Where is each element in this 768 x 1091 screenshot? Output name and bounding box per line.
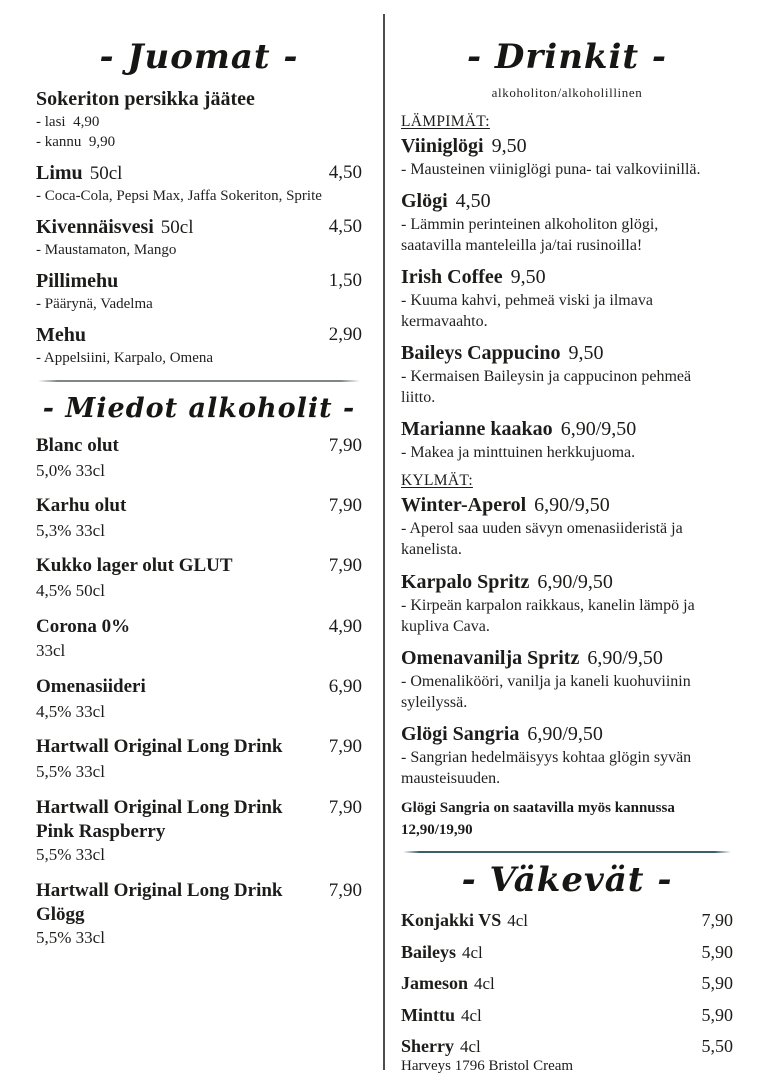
section-title-miedot-alkoholit: - Miedot alkoholit - (42, 393, 356, 425)
menu-item-viiniglogi (401, 134, 733, 180)
item-option: - lasi 4,90 (36, 113, 100, 130)
item-description: - Lämmin perinteinen alkoholiton glögi, (401, 215, 659, 233)
menu-item-kukko-lager (36, 554, 362, 603)
item-price: 1,50 (328, 269, 362, 291)
item-price: 6,90 (328, 676, 362, 698)
item-price: 5,50 (701, 1035, 733, 1056)
item-option: - Coca-Cola, Pepsi Max, Jaffa Sokeriton, Sprite (36, 187, 322, 204)
item-name: Irish Coffee 9,50 (401, 265, 546, 288)
item-price: 4,50 (455, 189, 491, 212)
item-description: syleilyssä. (401, 693, 468, 711)
item-name: Pillimehu (36, 269, 119, 292)
menu-item-mehu (36, 323, 362, 368)
item-price: 7,90 (328, 495, 362, 517)
item-price: 6,90/9,50 (587, 646, 663, 669)
menu-item-omenasiideri (36, 675, 362, 724)
menu-item-sokeriton-persikka-jaatee (36, 87, 362, 152)
item-option: - kannu 9,90 (36, 133, 116, 150)
item-name: Baileys Cappucino 9,50 (401, 342, 604, 365)
item-price: 2,90 (328, 323, 362, 345)
separator (38, 380, 360, 382)
item-name: Glögi 4,50 (401, 189, 491, 212)
item-price: 7,90 (701, 910, 733, 931)
item-size-abv: 4,5% 33cl (36, 701, 105, 721)
item-detail: Harveys 1796 Bristol Cream (401, 1058, 574, 1075)
item-name: Viiniglögi 9,50 (401, 134, 527, 157)
menu-item-limu (36, 161, 362, 206)
item-name: Konjakki VS 4cl (401, 910, 528, 931)
item-name: Kukko lager olut GLUT (36, 555, 233, 577)
menu-item-karpalo-spritz (401, 570, 733, 637)
menu-item-hartwall-original (36, 735, 362, 784)
menu-item-blanc-olut (36, 434, 362, 483)
left-column (36, 36, 362, 962)
separator (403, 851, 731, 853)
item-description: kupliva Cava. (401, 617, 490, 635)
item-description: kanelista. (401, 541, 462, 559)
section-title-vakevat: - Väkevät - (461, 859, 673, 900)
item-price: 5,90 (701, 973, 733, 994)
item-description: - Kirpeän karpalon raikkaus, kanelin lämpö ja (401, 596, 695, 614)
item-name: Baileys 4cl (401, 941, 483, 962)
item-size-abv: 5,5% 33cl (36, 845, 105, 865)
item-name: Karpalo Spritz 6,90/9,50 (401, 570, 613, 593)
item-description: - Sangrian hedelmäisyys kohtaa glögin syvän (401, 749, 692, 767)
menu-item-glogi-sangria (401, 722, 733, 789)
group-label-lampimat: LÄMPIMÄT: (401, 112, 490, 130)
menu-item-baileys (401, 941, 733, 964)
item-name: Marianne kaakao 6,90/9,50 (401, 418, 637, 441)
sangria-pitcher-note (401, 798, 733, 841)
group-label-kylmat: KYLMÄT: (401, 472, 473, 490)
item-price: 4,50 (328, 161, 362, 183)
item-price: 9,50 (568, 342, 604, 365)
menu-item-hartwall-glogg (36, 879, 362, 951)
item-name: Hartwall Original Long Drink Glögg (36, 879, 283, 925)
item-option: - Maustamaton, Mango (36, 241, 177, 258)
item-size-abv: 5,5% 33cl (36, 928, 105, 948)
item-name: Omenasiideri (36, 676, 146, 698)
item-price: 6,90/9,50 (537, 570, 613, 593)
menu-item-winter-aperol (401, 493, 733, 560)
item-size-abv: 5,3% 33cl (36, 520, 105, 540)
item-name: Limu 50cl (36, 161, 123, 184)
menu-item-baileys-cappucino (401, 341, 733, 408)
note-line: 12,90/19,90 (401, 821, 473, 838)
item-price: 7,90 (328, 796, 362, 818)
menu-item-corona-0 (36, 615, 362, 664)
item-description: liitto. (401, 389, 436, 407)
menu-item-pillimehu (36, 269, 362, 314)
column-divider (383, 14, 385, 1070)
item-name: Minttu 4cl (401, 1004, 482, 1025)
menu-item-karhu-olut (36, 494, 362, 543)
item-size-abv: 5,5% 33cl (36, 762, 105, 782)
item-name: Hartwall Original Long Drink Pink Raspberry (36, 796, 283, 842)
item-name: Blanc olut (36, 434, 119, 456)
item-name: Karhu olut (36, 495, 127, 517)
item-size-abv: 5,0% 33cl (36, 460, 105, 480)
item-name: Sherry 4cl (401, 1035, 481, 1056)
item-name: Kivennäisvesi 50cl (36, 215, 194, 238)
item-description: saatavilla manteleilla ja/tai rusinoilla! (401, 236, 643, 254)
item-name: Mehu (36, 323, 86, 346)
item-name: Glögi Sangria 6,90/9,50 (401, 723, 603, 746)
menu-item-minttu (401, 1004, 733, 1027)
item-description: - Mausteinen viiniglögi puna- tai valkoviinillä. (401, 160, 701, 178)
menu-item-omenavanilja-spritz (401, 646, 733, 713)
menu-item-marianne-kaakao (401, 417, 733, 463)
section-title-drinkit: - Drinkit - (466, 37, 668, 77)
section-subtitle: alkoholiton/alkoholillinen (491, 84, 643, 100)
item-name: Hartwall Original Long Drink (36, 736, 283, 758)
item-description: - Kermaisen Baileysin ja cappucinon pehmeä (401, 368, 692, 386)
item-price: 5,90 (701, 1004, 733, 1025)
item-description: kermavaahto. (401, 312, 488, 330)
menu-item-glogi (401, 189, 733, 256)
item-price: 7,90 (328, 434, 362, 456)
item-price: 6,90/9,50 (560, 418, 637, 441)
note-line: Glögi Sangria on saatavilla myös kannussa (401, 800, 675, 817)
item-price: 6,90/9,50 (534, 494, 610, 517)
item-description: - Kuuma kahvi, pehmeä viski ja ilmava (401, 291, 653, 309)
menu-item-sherry (401, 1035, 733, 1075)
item-name: Jameson 4cl (401, 973, 495, 994)
item-name: Corona 0% (36, 615, 131, 637)
item-price: 4,50 (328, 215, 362, 237)
menu-item-hartwall-pink-raspberry (36, 796, 362, 868)
item-size-abv: 33cl (36, 641, 66, 661)
item-price: 4,90 (328, 615, 362, 637)
item-price: 6,90/9,50 (527, 723, 603, 746)
item-description: - Makea ja minttuinen herkkujuoma. (401, 444, 636, 462)
item-description: mausteisuuden. (401, 770, 501, 788)
item-price: 7,90 (328, 555, 362, 577)
item-price: 5,90 (701, 941, 733, 962)
item-name: Sokeriton persikka jäätee (36, 87, 255, 110)
item-option: - Päärynä, Vadelma (36, 295, 153, 312)
item-price: 9,50 (491, 134, 527, 157)
item-name: Omenavanilja Spritz 6,90/9,50 (401, 646, 663, 669)
item-name: Winter-Aperol 6,90/9,50 (401, 494, 610, 517)
item-description: - Omenalikööri, vanilja ja kaneli kuohuviinin (401, 672, 691, 690)
menu-item-konjakki-vs (401, 909, 733, 932)
item-option: - Appelsiini, Karpalo, Omena (36, 349, 214, 366)
menu-item-kivennaisvesi (36, 215, 362, 260)
item-size-abv: 4,5% 50cl (36, 581, 105, 601)
item-price: 9,50 (510, 265, 546, 288)
right-column (401, 36, 733, 1083)
menu-item-jameson (401, 972, 733, 995)
item-price: 7,90 (328, 736, 362, 758)
section-title-juomat: - Juomat - (99, 37, 299, 77)
item-price: 7,90 (328, 879, 362, 901)
item-description: - Aperol saa uuden sävyn omenasiideristä ja (401, 520, 683, 538)
menu-item-irish-coffee (401, 265, 733, 332)
